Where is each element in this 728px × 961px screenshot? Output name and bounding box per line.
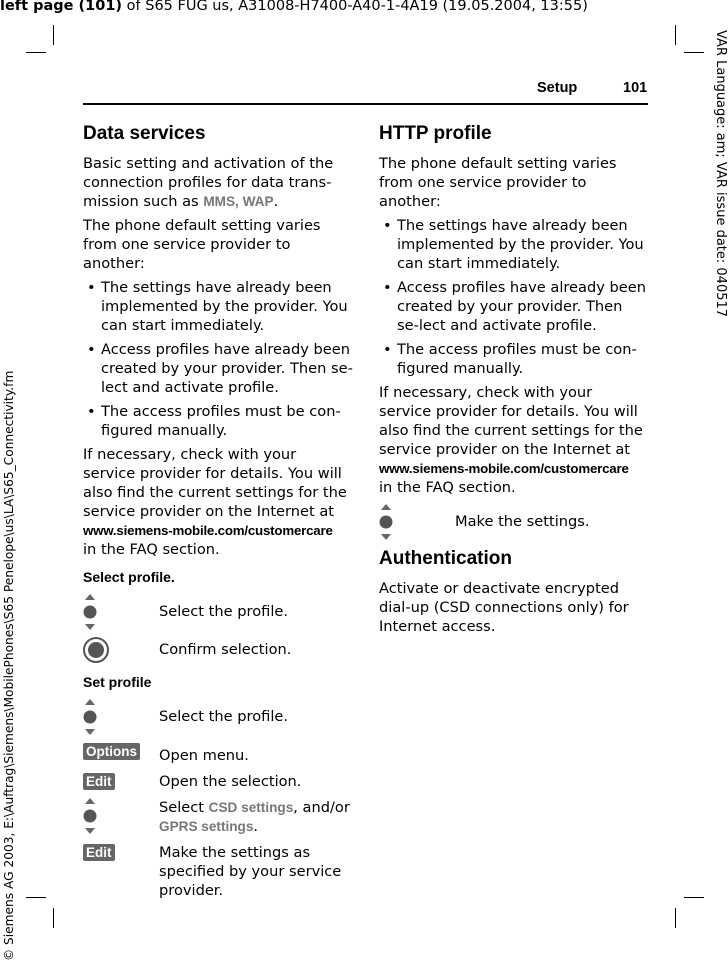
url-link: www.siemens-mobile.com/customercare [83, 523, 333, 538]
left-column [83, 120, 353, 907]
bullet-list [379, 216, 647, 378]
step-row [83, 772, 353, 791]
step-row [379, 504, 647, 540]
print-meta-line [0, 0, 588, 14]
check-paragraph [83, 445, 353, 559]
step-text: Open the selection. [159, 773, 302, 790]
step-text: Select the profile. [159, 603, 288, 620]
crop-mark [26, 52, 46, 53]
section-title-http-profile: HTTP profile [379, 123, 492, 144]
step-text: Select the profile. [159, 708, 288, 725]
section-title-data-services: Data services [83, 123, 206, 144]
navigation-key-icon [379, 504, 393, 540]
crop-mark [684, 897, 704, 898]
crop-mark [53, 25, 54, 45]
menu-term-gprs-settings: GPRS settings [159, 819, 254, 834]
menu-term-mms-wap: MMS, WAP [203, 194, 274, 209]
crop-mark [675, 908, 676, 928]
faq-text: in the FAQ section. [83, 541, 220, 558]
step-text: Make the settings. [455, 513, 590, 530]
crop-mark [26, 897, 46, 898]
print-meta-page: left page (101) [0, 0, 123, 14]
softkey-edit: Edit [83, 844, 115, 861]
list-item: • Access profiles have already been created by your provider. Then se-lect and activate profile. [83, 340, 353, 397]
andor-text: , and/or [293, 799, 350, 816]
step-text: Confirm selection. [159, 641, 292, 658]
menu-term-csd-settings: CSD settings [208, 800, 294, 815]
navigation-key-icon [83, 798, 97, 834]
list-item: • The access profiles must be con-figured manually. [83, 402, 353, 440]
page-number: 101 [623, 80, 648, 96]
period-text: . [253, 818, 259, 835]
step-row [83, 699, 353, 735]
navigation-key-icon [83, 594, 97, 630]
crop-mark [53, 908, 54, 928]
heading-select-profile: Select profile. [83, 569, 175, 585]
header-rule [83, 103, 648, 105]
check-paragraph [379, 383, 647, 497]
step-text [159, 798, 353, 836]
crop-mark [675, 25, 676, 45]
copyright-path: © Siemens AG 2003, E:\Auftrag\Siemens\MobilePhones\S65 Penelope\us\LA\S65_Connectivity.fm [2, 370, 16, 961]
step-row [83, 798, 353, 836]
select-text: Select [159, 799, 209, 816]
check-text: If necessary, check with your service provider for details. You will also find the current settings for the service provider on the Internet at [83, 446, 347, 520]
url-link: www.siemens-mobile.com/customercare [379, 461, 629, 476]
auth-paragraph: Activate or deactivate encrypted dial-up (CSD connections only) for Internet access. [379, 580, 629, 635]
list-item: • The access profiles must be con-figured manually. [379, 340, 647, 378]
check-text: If necessary, check with your service provider for details. You will also find the current settings for the service provider on the Internet at [379, 384, 643, 458]
intro-paragraph [83, 154, 353, 211]
step-row [83, 637, 353, 663]
faq-text: in the FAQ section. [379, 479, 516, 496]
list-item: • Access profiles have already been created by your provider. Then se-lect and activate profile. [379, 278, 647, 335]
step-row [83, 843, 353, 900]
list-item: • The settings have already been implemented by the provider. You can start immediately. [83, 278, 353, 335]
crop-mark [684, 52, 704, 53]
softkey-edit: Edit [83, 773, 115, 790]
intro-end: . [273, 193, 279, 210]
step-row [83, 742, 353, 765]
heading-set-profile: Set profile [83, 674, 152, 690]
step-text: Open menu. [159, 747, 249, 764]
varies-paragraph: The phone default setting varies from one service provider to another: [379, 155, 617, 210]
intro-text: Basic setting and activation of the connection profiles for data trans-mission such as [83, 155, 334, 210]
list-item: • The settings have already been implemented by the provider. You can start immediately. [379, 216, 647, 273]
center-key-icon [83, 637, 109, 663]
navigation-key-icon [83, 699, 97, 735]
varies-paragraph: The phone default setting varies from one service provider to another: [83, 217, 321, 272]
step-text: Make the settings as specified by your service provider. [159, 844, 342, 899]
section-title-authentication: Authentication [379, 548, 512, 569]
bullet-list [83, 278, 353, 440]
running-header-section: Setup [537, 80, 578, 96]
right-column [379, 120, 647, 641]
step-row [83, 594, 353, 630]
var-language-note: VAR Language: am; VAR issue date: 040517 [713, 30, 728, 318]
print-meta-details: of S65 FUG us, A31008-H7400-A40-1-4A19 (19.05.2004, 13:55) [122, 0, 588, 14]
softkey-options: Options [83, 743, 140, 760]
